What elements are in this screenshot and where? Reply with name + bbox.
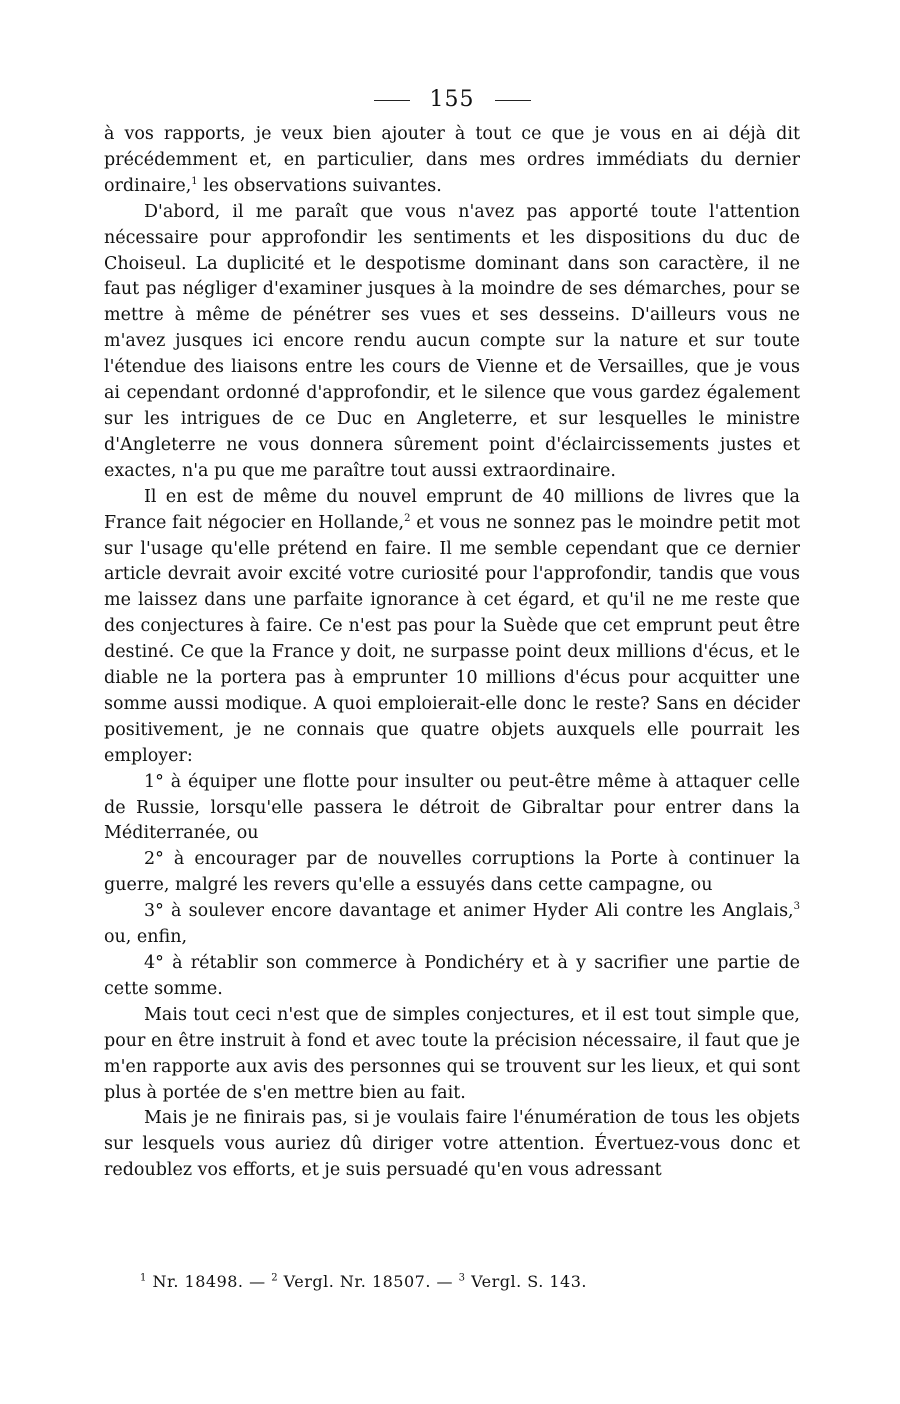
- footnote-ref: 1: [191, 175, 198, 187]
- list-item-1: [104, 770, 800, 848]
- footnote-text: Nr. 18498. —: [146, 1272, 272, 1291]
- paragraph-text: et vous ne sonnez pas le moindre petit mot sur l'usage qu'elle prétend en faire. Il me semble cependant que ce dernier article devrait avoir excité votre curiosité pour l'approfondir, tandis que vous me laissez dans une parfaite ignorance à cet égard, et qu'il ne me reste que des conjectures à faire. Ce n'est pas pour la Suède que cet emprunt peut être destiné. Ce que la France y doit, ne surpasse point deux millions d'écus, et le diable ne la portera pas à emprunter 10 millions d'écus pour acquitter une somme aussi modique. A quoi emploierait-elle donc le reste? Sans en décider positivement, je ne connais que quatre objets auxquels elle pourrait les employer:: [104, 512, 801, 766]
- paragraph-text: les observations suivantes.: [197, 175, 442, 196]
- page-header: [104, 82, 800, 122]
- paragraph-text: à vos rapports, je veux bien ajouter à tout ce que je vous en ai déjà dit précédemment et, en particulier, dans mes ordres immédiats du dernier ordinaire,: [104, 124, 800, 196]
- header-dash-left: [374, 100, 410, 101]
- list-item-3: [104, 899, 800, 951]
- list-item-2: [104, 847, 800, 899]
- paragraph-3: [104, 485, 800, 770]
- page-number: 155: [429, 87, 475, 112]
- list-item-4: [104, 951, 800, 1003]
- list-item-text: ou, enfin,: [104, 927, 188, 948]
- header-dash-right: [495, 100, 531, 101]
- paragraph-text: Il en est de même du nouvel emprunt de 40 millions de livres que la France fait négocier en Hollande,: [104, 486, 800, 533]
- paragraph-5: [104, 1106, 800, 1184]
- list-item-text: 3° à soulever encore davantage et animer Hyder Ali contre les Anglais,: [144, 901, 794, 922]
- paragraph-4: [104, 1003, 800, 1107]
- footnote-mark: 2: [271, 1272, 279, 1284]
- footnote-ref: 2: [404, 512, 411, 524]
- footnote-ref: 3: [793, 901, 800, 913]
- paragraph-text: D'abord, il me paraît que vous n'avez pas apporté toute l'attention nécessaire pour approfondir les sentiments et les dispositions du duc de Choiseul. La duplicité et le despotisme dominant dans son caractère, il ne faut pas négliger d'examiner jusques à la moindre de ses démarches, pour se mettre à même de pénétrer ses vues et ses desseins. D'ailleurs vous ne m'avez jusques ici encore rendu aucun compte sur la nature et sur toute l'étendue des liaisons entre les cours de Vienne et de Versailles, que je vous ai cependant ordonné d'approfondir, et le silence que vous gardez également sur les intrigues de ce Duc en Angleterre, et sur lesquelles le ministre d'Angleterre ne vous donnera sûrement point d'éclaircissements justes et exactes, n'a pu que me paraître tout aussi extraordinaire.: [104, 201, 800, 481]
- paragraph-2: [104, 200, 800, 485]
- list-item-text: 4° à rétablir son commerce à Pondichéry et à y sacrifier une partie de cette somme.: [104, 953, 800, 999]
- paragraph-text: Mais tout ceci n'est que de simples conjectures, et il est tout simple que, pour en être instruit à fond et avec toute la précision nécessaire, il faut que je m'en rapporte aux avis des personnes qui se trouvent sur les lieux, et qui sont plus à portée de s'en mettre bien au fait.: [104, 1004, 800, 1103]
- page-body: [104, 82, 800, 1184]
- footnote-mark: 1: [140, 1272, 147, 1284]
- footnote-text: Vergl. Nr. 18507. —: [278, 1272, 459, 1291]
- footnotes: [140, 1272, 587, 1291]
- paragraph-text: Mais je ne finirais pas, si je voulais faire l'énumération de tous les objets sur lesquels vous auriez dû diriger votre attention. Évertuez-vous donc et redoublez vos efforts, et je suis persuadé qu'en vous adressant: [104, 1108, 800, 1181]
- list-item-text: 2° à encourager par de nouvelles corruptions la Porte à continuer la guerre, malgré les revers qu'elle a essuyés dans cette campagne, ou: [104, 849, 800, 896]
- list-item-text: 1° à équiper une flotte pour insulter ou peut-être même à attaquer celle de Russie, lorsqu'elle passera le détroit de Gibraltar pour entrer dans la Méditerranée, ou: [104, 771, 800, 844]
- footnote-mark: 3: [458, 1272, 466, 1284]
- paragraph-1: [104, 122, 800, 200]
- footnote-text: Vergl. S. 143.: [465, 1272, 587, 1291]
